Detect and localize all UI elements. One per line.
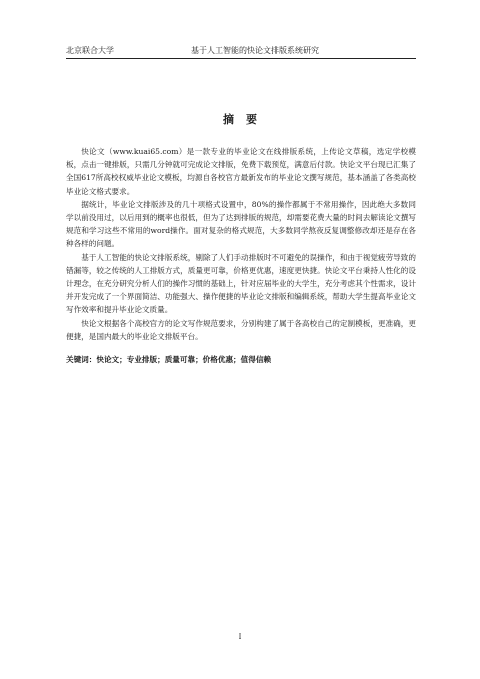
abstract-paragraph-3: 基于人工智能的快论文排版系统，剔除了人们手动排版时不可避免的误操作，和由于视觉疲劳导致的错漏等，较之传统的人工排版方式，质量更可靠，价格更优惠，速度更快捷。快论文平台秉持人性化的设计理念，在充分研究分析人们的操作习惯的基础上，针对应届毕业的大学生，充分考虑其个性需求，设计并开发完成了一个界面简洁、功能强大、操作便捷的毕业论文排版和编辑系统，帮助大学生提高毕业论文写作效率和提升毕业论文质量。	[66, 252, 416, 315]
abstract-paragraph-4: 快论文根据各个高校官方的论文写作规范要求，分别构建了属于各高校自己的定制模板，更准确，更便捷，是国内最大的毕业论文排版平台。	[66, 318, 416, 341]
header-thesis-title: 基于人工智能的快论文排版系统研究	[191, 46, 319, 55]
page-header	[66, 44, 416, 59]
abstract-title: 摘要	[223, 113, 269, 126]
abstract-body	[66, 145, 416, 366]
abstract-paragraph-2: 据统计，毕业论文排版涉及的几十项格式设置中，80%的操作都属于不常用操作，因此绝大多数同学以前没用过，以后用到的概率也很低，但为了达到排版的规范，却需要花费大量的时间去解读论文撰写规范和学习这些不常用的word操作。面对复杂的格式规范，大多数同学熬夜反复调整修改却还是存在各种各样的问题。	[66, 199, 416, 249]
header-university: 北京联合大学	[66, 46, 114, 55]
page-number: I	[238, 633, 242, 641]
abstract-paragraph-1: 快论文（www.kuai65.com）是一款专业的毕业论文在线排版系统，上传论文草稿，选定学校模板，点击一键排版，只需几分钟就可完成论文排版，免费下载预览，满意后付款。快论文平台现已汇集了全国617所高校权威毕业论文模板，均源自各校官方最新发布的毕业论文撰写规范，基本涵盖了各类高校毕业论文格式要求。	[66, 147, 416, 196]
keywords-line: 关键词：快论文；专业排版；质量可靠；价格优惠；值得信赖	[66, 355, 272, 365]
